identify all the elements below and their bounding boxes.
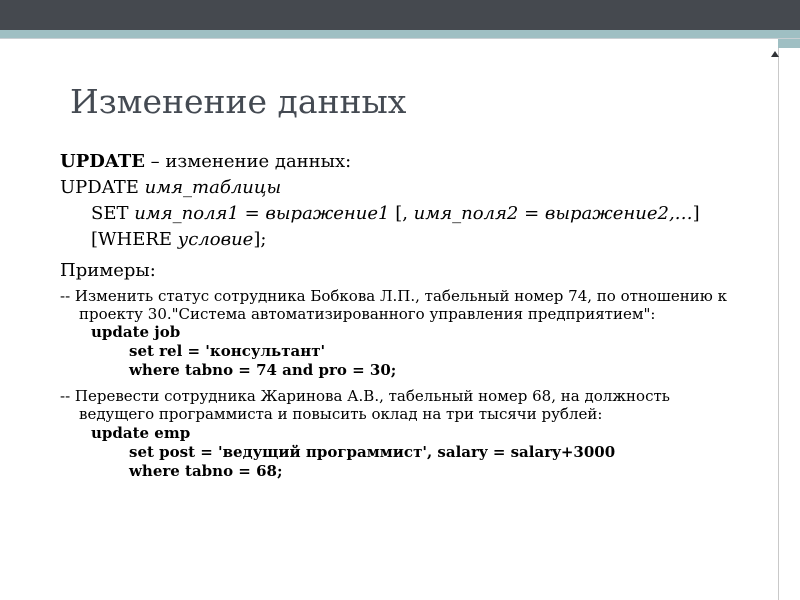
syntax-table-name: имя_таблицы bbox=[144, 177, 282, 198]
syntax-line-2 bbox=[60, 177, 281, 198]
example1-comment-line1: -- Изменить статус сотрудника Бобкова Л.П., табельный номер 74, по отношению к bbox=[60, 287, 727, 305]
header-band bbox=[0, 0, 800, 30]
example2-code-line3: where tabno = 68; bbox=[129, 462, 283, 480]
syntax-set-kw: SET bbox=[91, 203, 135, 224]
syntax-where-kw: [WHERE bbox=[91, 229, 178, 250]
triangle-up-icon bbox=[771, 51, 779, 57]
examples-heading: Примеры: bbox=[60, 260, 156, 281]
example1-code-line3: where tabno = 74 and pro = 30; bbox=[129, 361, 397, 379]
update-keyword: UPDATE bbox=[60, 151, 145, 172]
syntax-bracket-open: [, bbox=[389, 203, 414, 224]
syntax-line-4 bbox=[91, 229, 266, 250]
example2-comment-line2: ведущего программиста и повысить оклад на три тысячи рублей: bbox=[79, 405, 603, 423]
syntax-expr-1: имя_поля1 = выражение1 bbox=[134, 203, 390, 224]
example1-code-line1: update job bbox=[91, 323, 181, 341]
example2-code-line1: update emp bbox=[91, 424, 191, 442]
syntax-bracket-close: ] bbox=[692, 203, 700, 224]
header-accent-line bbox=[0, 30, 800, 38]
syntax-condition: условие bbox=[177, 229, 254, 250]
slide-title: Изменение данных bbox=[70, 82, 407, 121]
syntax-line-3 bbox=[91, 203, 700, 224]
syntax-expr-2: имя_поля2 = выражение2,… bbox=[413, 203, 693, 224]
right-accent-block bbox=[778, 39, 800, 48]
header-thin-line bbox=[0, 38, 800, 39]
syntax-update-kw: UPDATE bbox=[60, 177, 145, 198]
syntax-where-end: ]; bbox=[253, 229, 267, 250]
example1-comment-line2: проекту 30."Система автоматизированного управления предприятием": bbox=[79, 305, 656, 323]
example1-code-line2: set rel = 'консультант' bbox=[129, 342, 326, 360]
example2-code-line2: set post = 'ведущий программист', salary = salary+3000 bbox=[129, 443, 616, 461]
update-description: – изменение данных: bbox=[144, 151, 352, 172]
example2-comment-line1: -- Перевести сотрудника Жаринова А.В., табельный номер 68, на должность bbox=[60, 387, 670, 405]
syntax-line-1 bbox=[60, 151, 351, 172]
right-vertical-divider bbox=[778, 48, 779, 600]
